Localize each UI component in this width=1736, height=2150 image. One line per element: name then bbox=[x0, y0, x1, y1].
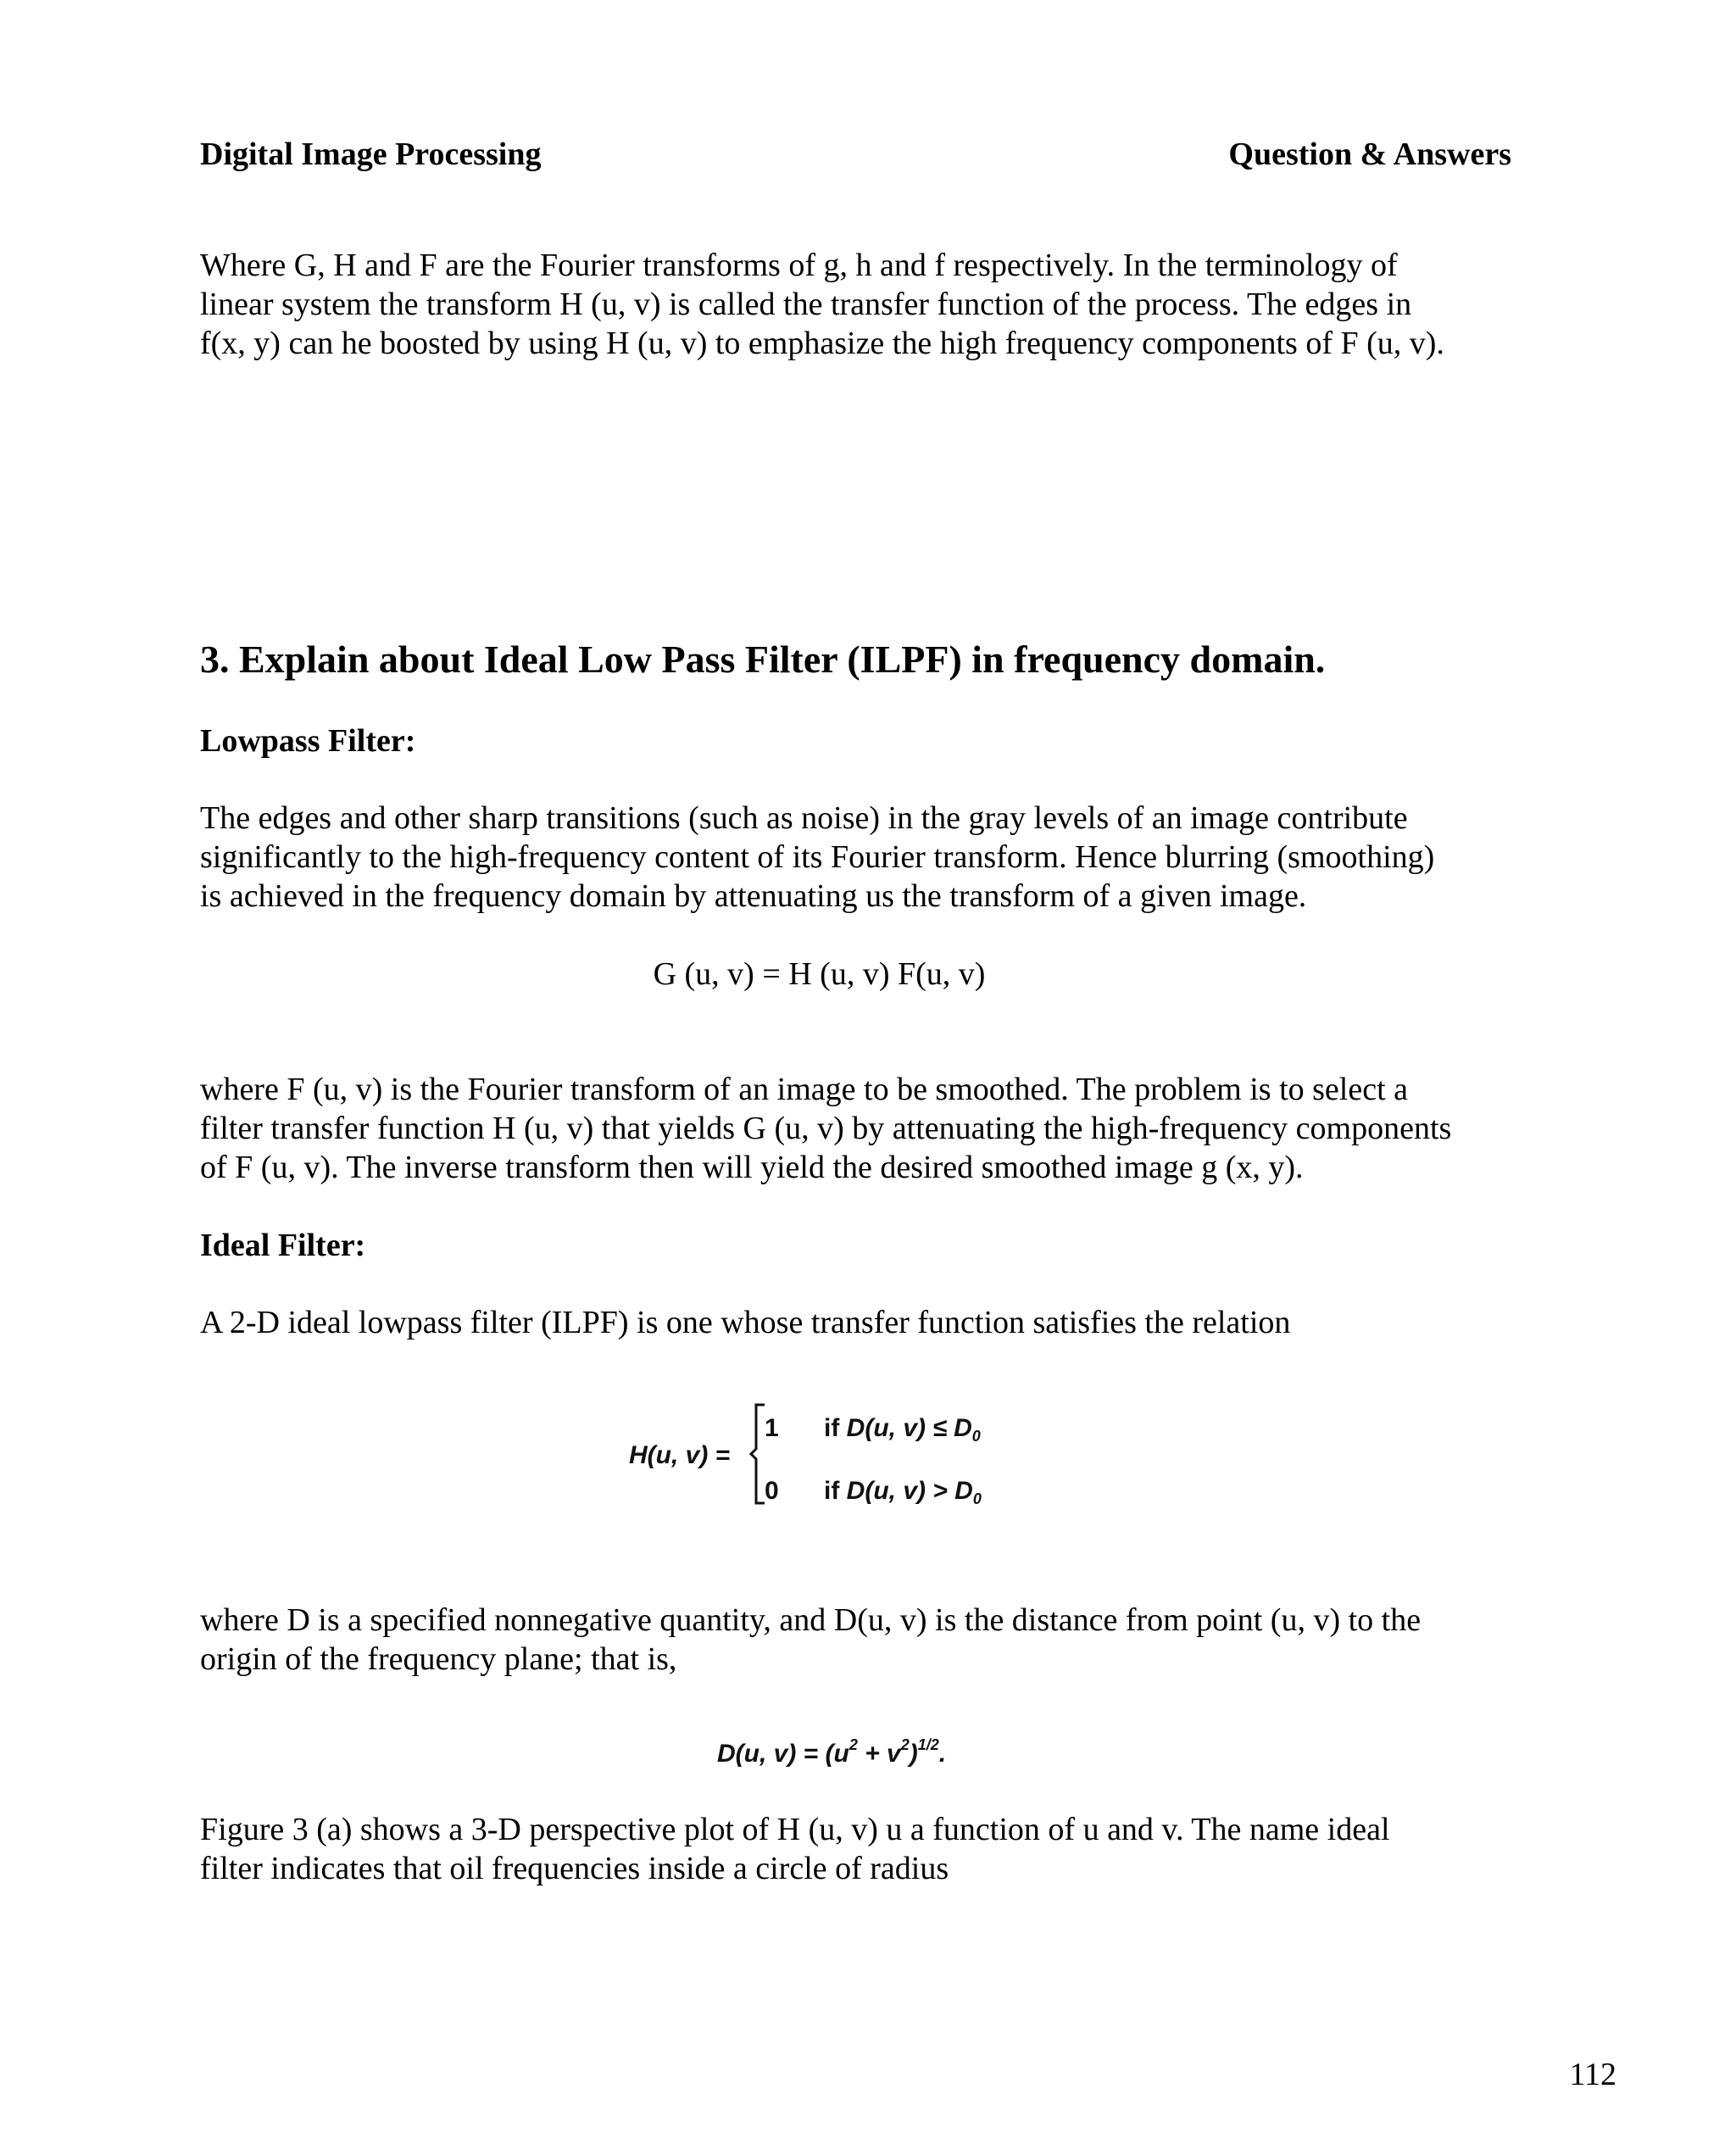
distance-end: . bbox=[938, 1740, 947, 1768]
case2-sub: 0 bbox=[972, 1490, 982, 1507]
text-line: where F (u, v) is the Fourier transform of an image to be smoothed. The problem is to select a bbox=[200, 1072, 1408, 1107]
text-line: origin of the frequency plane; that is, bbox=[200, 1641, 677, 1677]
lowpass-paragraph bbox=[200, 799, 1522, 916]
sup-u: 2 bbox=[849, 1736, 858, 1753]
text-line: filter transfer function H (u, v) that yields G (u, v) by attenuating the high-frequency components bbox=[200, 1111, 1452, 1146]
page-number: 112 bbox=[1569, 2057, 1616, 2092]
text-line: linear system the transform H (u, v) is called the transfer function of the process. The edges in bbox=[200, 287, 1412, 322]
text-line: is achieved in the frequency domain by attenuating us the transform of a given image. bbox=[200, 878, 1307, 914]
case2-expr: D(u, v) > D bbox=[846, 1477, 973, 1505]
text-line: f(x, y) can he boosted by using H (u, v) to emphasize the high frequency components of F (u, v). bbox=[200, 326, 1444, 361]
ideal-paragraph bbox=[200, 1303, 1522, 1342]
text-line: of F (u, v). The inverse transform then will yield the desired smoothed image g (x, y). bbox=[200, 1150, 1304, 1185]
sup-exp: 1/2 bbox=[917, 1736, 939, 1753]
text-line: Figure 3 (a) shows a 3-D perspective plot of H (u, v) u a function of u and v. The name ideal bbox=[200, 1812, 1390, 1847]
case1-value: 1 bbox=[765, 1414, 779, 1442]
figure-paragraph bbox=[200, 1810, 1522, 1888]
text-line: Where G, H and F are the Fourier transforms of g, h and f respectively. In the terminology of bbox=[200, 248, 1398, 283]
case1-expr: D(u, v) ≤ D bbox=[846, 1414, 972, 1442]
header-title: Digital Image Processing bbox=[200, 136, 542, 172]
case1-if: if bbox=[824, 1414, 840, 1442]
text-line: filter indicates that oil frequencies inside a circle of radius bbox=[200, 1851, 949, 1886]
text-line: A 2-D ideal lowpass filter (ILPF) is one whose transfer function satisfies the relation bbox=[200, 1305, 1291, 1340]
case2-value: 0 bbox=[765, 1477, 779, 1505]
case2-if: if bbox=[824, 1477, 840, 1505]
distance-equation bbox=[717, 1736, 946, 1768]
text-line: where D is a specified nonnegative quantity, and D(u, v) is the distance from point (u, v) to the bbox=[200, 1602, 1422, 1638]
where-f-paragraph bbox=[200, 1070, 1522, 1187]
text-line: The edges and other sharp transitions (such as noise) in the gray levels of an image contribute bbox=[200, 800, 1408, 836]
equation-g: G (u, v) = H (u, v) F(u, v) bbox=[653, 956, 986, 992]
distance-mid: + v bbox=[857, 1740, 901, 1768]
distance-lhs: D(u, v) = (u bbox=[717, 1740, 849, 1768]
ilpf-equation-lhs: H(u, v) = bbox=[629, 1441, 731, 1469]
header-section: Question & Answers bbox=[1228, 136, 1511, 172]
text-line: significantly to the high-frequency content of its Fourier transform. Hence blurring (smoothing) bbox=[200, 839, 1435, 875]
question-heading: 3. Explain about Ideal Low Pass Filter (ILPF) in frequency domain. bbox=[200, 638, 1326, 681]
where-d-paragraph bbox=[200, 1601, 1522, 1679]
sup-v: 2 bbox=[900, 1736, 910, 1753]
case2-condition bbox=[824, 1477, 982, 1508]
intro-paragraph bbox=[200, 246, 1522, 363]
case1-condition bbox=[824, 1414, 981, 1445]
ideal-heading: Ideal Filter: bbox=[200, 1228, 366, 1263]
distance-close: ) bbox=[909, 1740, 918, 1768]
case1-sub: 0 bbox=[971, 1428, 981, 1445]
lowpass-heading: Lowpass Filter: bbox=[200, 723, 416, 759]
